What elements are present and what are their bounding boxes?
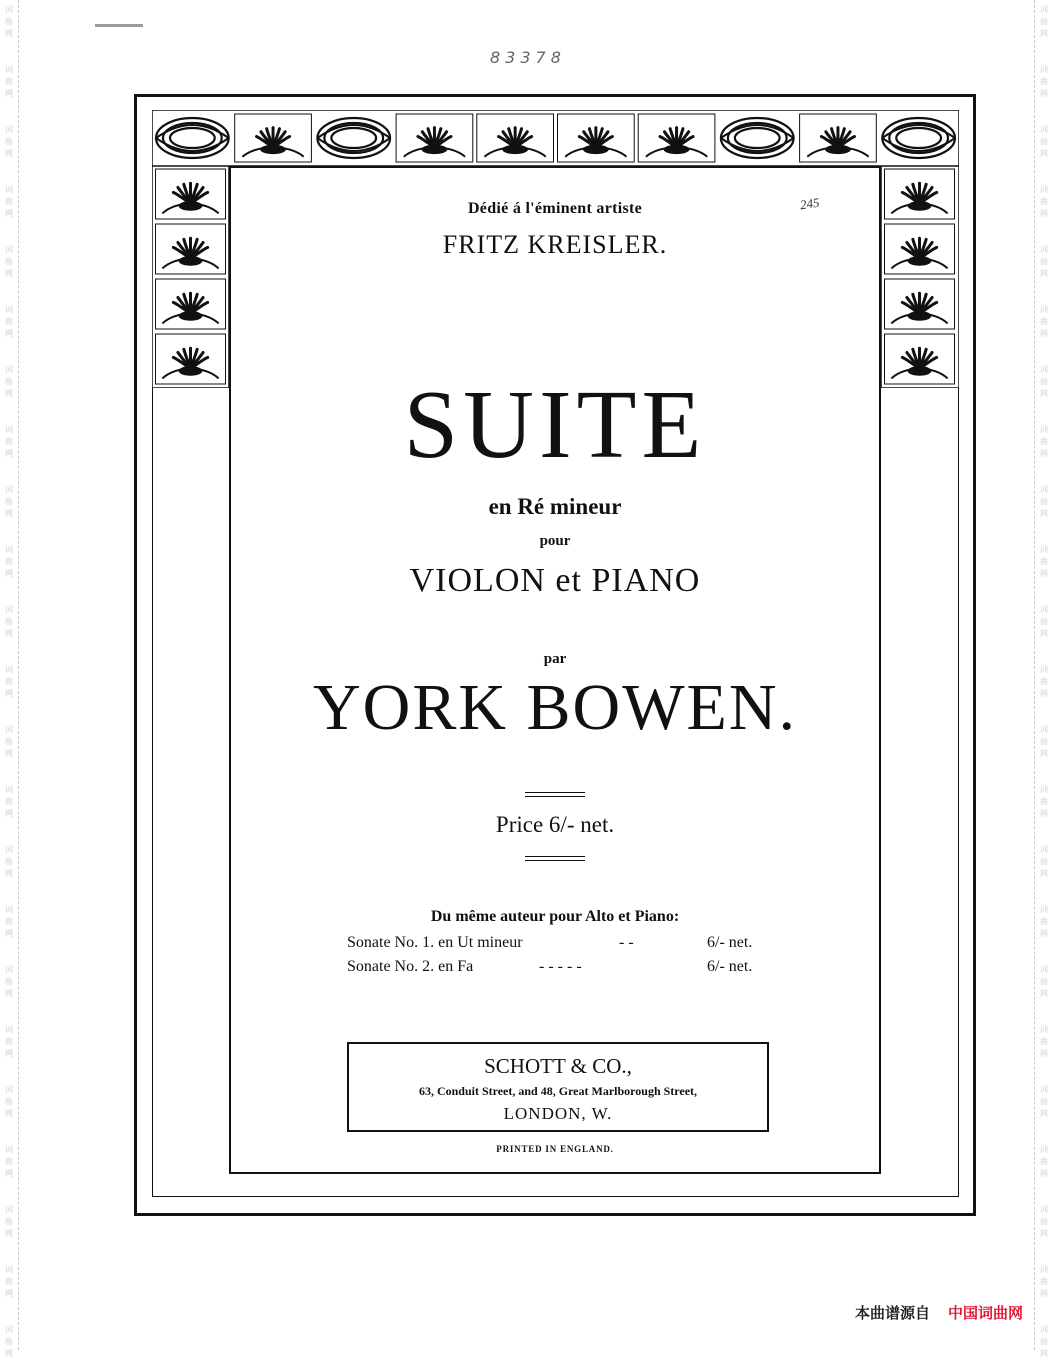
margin-glyph: 词 [1040,665,1048,674]
margin-glyph: 曲 [5,1037,13,1046]
margin-glyph: 曲 [1040,137,1048,146]
other-work-leader: - - [619,934,634,951]
margin-glyph: 网 [1040,989,1048,998]
publisher-name: SCHOTT & CO., [484,1054,632,1078]
margin-glyph: 曲 [1040,617,1048,626]
margin-glyph: 词 [5,725,13,734]
instrumentation: VIOLON et PIANO [409,562,701,599]
margin-glyph: 网 [5,929,13,938]
margin-glyph: 网 [5,209,13,218]
other-work-price: 6/- net. [707,958,753,975]
price-rule-bottom [525,856,585,861]
margin-glyph: 网 [1040,929,1048,938]
margin-glyph: 网 [5,1109,13,1118]
margin-glyph: 网 [5,449,13,458]
margin-glyph: 词 [5,665,13,674]
watermark-site-name: 中国词曲网 [947,1304,1023,1322]
margin-glyph: 词 [5,1325,13,1334]
margin-glyph: 网 [1040,329,1048,338]
pour-label: pour [539,533,571,549]
margin-glyph: 曲 [5,977,13,986]
margin-glyph: 曲 [5,17,13,26]
margin-glyph: 曲 [1040,557,1048,566]
right-margin-strip [1034,0,1053,1358]
margin-glyph: 词 [5,845,13,854]
right-ornament-band [881,166,959,388]
margin-glyph: 网 [5,329,13,338]
margin-glyph: 网 [5,749,13,758]
margin-glyph: 词 [5,185,13,194]
margin-glyph: 网 [5,629,13,638]
margin-glyph: 词 [5,545,13,554]
margin-glyph: 词 [5,1085,13,1094]
margin-glyph: 词 [5,1145,13,1154]
margin-glyph: 网 [1040,1109,1048,1118]
margin-glyph: 曲 [5,437,13,446]
margin-glyph: 曲 [5,197,13,206]
margin-glyph: 曲 [5,797,13,806]
margin-glyph: 网 [1040,749,1048,758]
margin-glyph: 词 [5,65,13,74]
margin-glyph: 曲 [5,317,13,326]
margin-glyph: 词 [5,485,13,494]
price-rule-top [525,792,585,797]
margin-glyph: 曲 [1040,977,1048,986]
margin-glyph: 网 [5,269,13,278]
composer-name: YORK BOWEN. [313,671,797,744]
margin-glyph: 曲 [1040,257,1048,266]
margin-glyph: 曲 [5,617,13,626]
publisher-address: 63, Conduit Street, and 48, Great Marlborough Street, [418,1084,698,1098]
margin-glyph: 词 [1040,125,1048,134]
margin-glyph: 曲 [1040,17,1048,26]
margin-glyph: 词 [1040,1205,1048,1214]
margin-glyph: 网 [5,509,13,518]
margin-glyph: 网 [5,1349,13,1358]
margin-glyph: 曲 [5,137,13,146]
margin-glyph: 词 [5,605,13,614]
work-key: en Ré mineur [488,494,622,519]
margin-glyph: 曲 [5,497,13,506]
margin-glyph: 网 [5,389,13,398]
left-margin-strip [0,0,19,1358]
margin-glyph: 词 [1040,1145,1048,1154]
work-title: SUITE [403,371,707,479]
margin-glyph: 词 [1040,305,1048,314]
margin-glyph: 网 [1040,449,1048,458]
margin-glyph: 曲 [5,917,13,926]
margin-glyph: 网 [1040,1349,1048,1358]
margin-glyph: 网 [5,809,13,818]
par-label: par [543,651,567,667]
margin-glyph: 网 [1040,1049,1048,1058]
catalog-number: 83378 [490,48,566,67]
margin-glyph: 曲 [1040,1277,1048,1286]
margin-glyph: 曲 [1040,437,1048,446]
margin-glyph: 词 [5,965,13,974]
margin-glyph: 词 [1040,845,1048,854]
margin-glyph: 网 [5,1169,13,1178]
margin-glyph: 网 [5,149,13,158]
margin-glyph: 词 [1040,65,1048,74]
other-work-price: 6/- net. [707,934,753,951]
margin-glyph: 曲 [1040,377,1048,386]
margin-glyph: 曲 [1040,857,1048,866]
margin-glyph: 曲 [5,257,13,266]
margin-glyph: 词 [1040,365,1048,374]
scan-mark [95,24,143,27]
margin-glyph: 网 [1040,29,1048,38]
margin-glyph: 网 [1040,689,1048,698]
margin-glyph: 曲 [1040,77,1048,86]
margin-glyph: 词 [5,365,13,374]
margin-glyph: 网 [1040,89,1048,98]
margin-glyph: 词 [5,785,13,794]
margin-glyph: 词 [1040,1085,1048,1094]
margin-glyph: 网 [1040,869,1048,878]
margin-glyph: 曲 [5,1217,13,1226]
margin-glyph: 曲 [5,677,13,686]
margin-glyph: 网 [1040,629,1048,638]
margin-glyph: 曲 [1040,497,1048,506]
margin-glyph: 词 [5,425,13,434]
margin-glyph: 曲 [1040,197,1048,206]
watermark-text: 本曲谱源自 [854,1304,930,1322]
publisher-box [347,1042,769,1132]
dedicatee-name: FRITZ KREISLER. [442,230,668,259]
margin-glyph: 网 [5,1049,13,1058]
margin-glyph: 曲 [1040,737,1048,746]
left-ornament-band [152,166,229,388]
margin-glyph: 词 [1040,5,1048,14]
margin-glyph: 曲 [1040,797,1048,806]
margin-glyph: 词 [1040,905,1048,914]
margin-glyph: 网 [1040,1289,1048,1298]
margin-glyph: 词 [1040,245,1048,254]
margin-glyph: 曲 [1040,1337,1048,1346]
margin-glyph: 网 [1040,809,1048,818]
margin-glyph: 词 [1040,1025,1048,1034]
margin-glyph: 网 [5,689,13,698]
margin-glyph: 网 [5,1229,13,1238]
margin-glyph: 曲 [5,857,13,866]
dedication-line: Dédié á l'éminent artiste [467,200,643,217]
price-line: Price 6/- net. [495,812,615,837]
margin-glyph: 词 [5,245,13,254]
other-works-heading: Du même auteur pour Alto et Piano: [430,908,680,925]
margin-glyph: 词 [5,125,13,134]
printed-in-label: PRINTED IN ENGLAND. [496,1144,614,1154]
margin-glyph: 词 [1040,725,1048,734]
margin-glyph: 网 [1040,149,1048,158]
margin-glyph: 词 [1040,605,1048,614]
margin-glyph: 词 [1040,485,1048,494]
margin-glyph: 曲 [5,1097,13,1106]
margin-glyph: 网 [5,569,13,578]
publisher-city: LONDON, W. [503,1104,613,1123]
margin-glyph: 网 [1040,569,1048,578]
margin-glyph: 网 [1040,269,1048,278]
margin-glyph: 词 [1040,545,1048,554]
other-work-title: Sonate No. 2. en Fa [347,958,474,975]
margin-glyph: 网 [1040,1229,1048,1238]
margin-glyph: 曲 [1040,1217,1048,1226]
margin-glyph: 曲 [1040,317,1048,326]
title-panel [229,166,881,1174]
margin-glyph: 曲 [1040,1037,1048,1046]
margin-glyph: 网 [5,869,13,878]
margin-glyph: 曲 [5,557,13,566]
margin-glyph: 网 [5,989,13,998]
other-work-title: Sonate No. 1. en Ut mineur [347,934,523,951]
other-work-leader: - - - - - [539,958,582,975]
margin-glyph: 曲 [5,1277,13,1286]
margin-glyph: 词 [1040,965,1048,974]
margin-glyph: 网 [1040,1169,1048,1178]
margin-glyph: 网 [5,1289,13,1298]
margin-glyph: 词 [5,1205,13,1214]
margin-glyph: 词 [1040,425,1048,434]
margin-glyph: 曲 [5,377,13,386]
margin-glyph: 网 [5,89,13,98]
handwritten-note: 245 [798,194,821,213]
margin-glyph: 网 [1040,389,1048,398]
margin-glyph: 网 [1040,209,1048,218]
margin-glyph: 词 [1040,1265,1048,1274]
margin-glyph: 词 [5,1265,13,1274]
top-ornament-band [152,110,959,166]
source-watermark [855,1302,1023,1323]
margin-glyph: 词 [5,5,13,14]
margin-glyph: 词 [5,305,13,314]
margin-glyph: 词 [1040,1325,1048,1334]
margin-glyph: 曲 [5,1157,13,1166]
margin-glyph: 曲 [5,77,13,86]
margin-glyph: 网 [1040,509,1048,518]
margin-glyph: 曲 [1040,1097,1048,1106]
margin-glyph: 曲 [5,737,13,746]
margin-glyph: 曲 [1040,1157,1048,1166]
margin-glyph: 曲 [5,1337,13,1346]
margin-glyph: 词 [1040,785,1048,794]
margin-glyph: 网 [5,29,13,38]
margin-glyph: 词 [1040,185,1048,194]
margin-glyph: 词 [5,905,13,914]
margin-glyph: 词 [5,1025,13,1034]
margin-glyph: 曲 [1040,917,1048,926]
margin-glyph: 曲 [1040,677,1048,686]
